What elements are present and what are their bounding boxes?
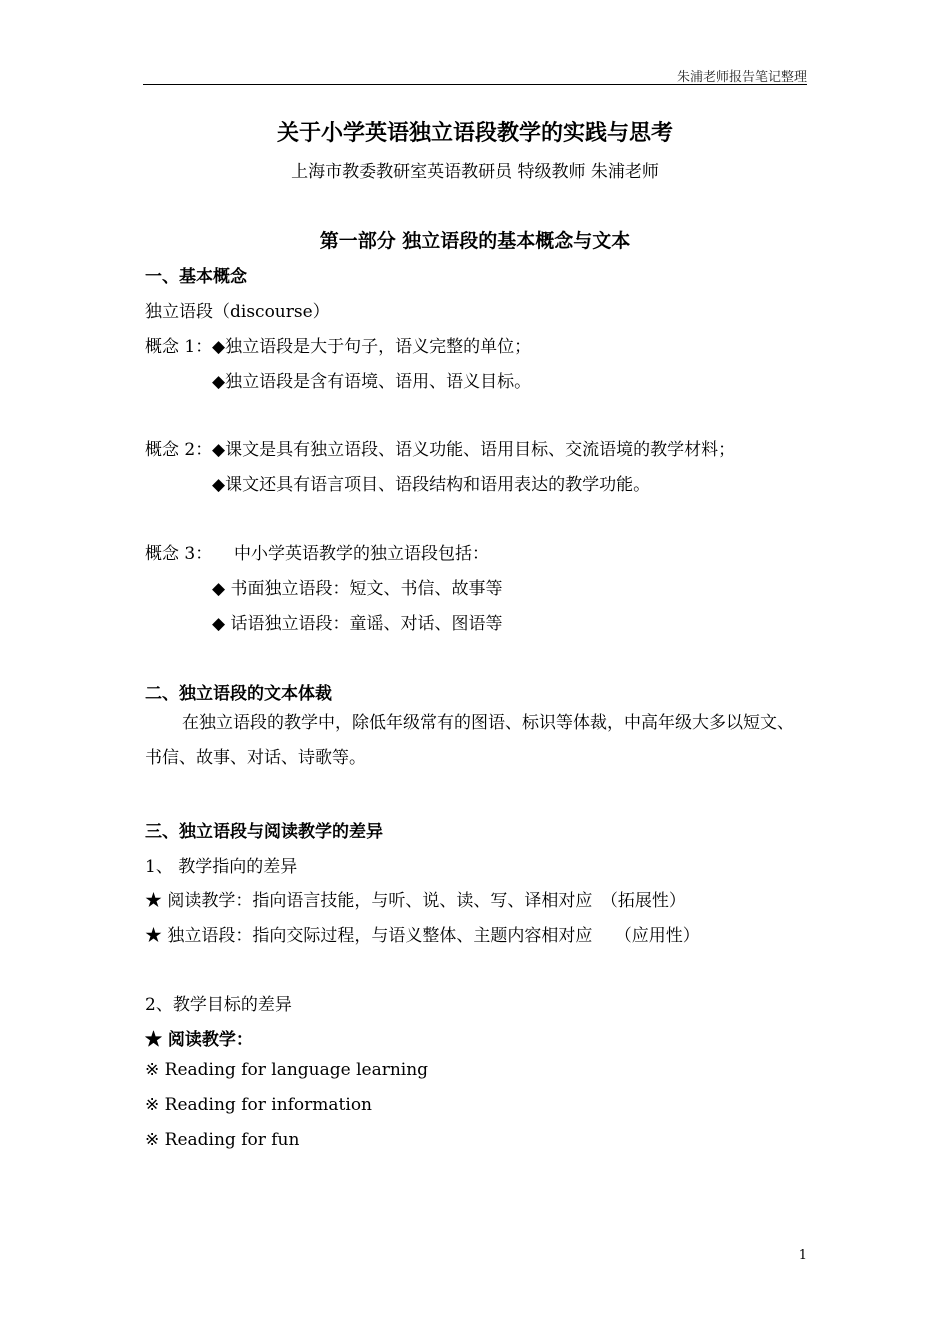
document-subtitle: 上海市教委教研室英语教研员 特级教师 朱浦老师 <box>291 162 659 182</box>
concept3-item: ◆ 话语独立语段：童谣、对话、图语等 <box>212 614 503 634</box>
concept1-item: ◆独立语段是含有语境、语用、语义目标。 <box>212 372 532 392</box>
section1-heading: 一、基本概念 <box>145 267 247 287</box>
concept2-item: ◆课文是具有独立语段、语义功能、语用目标、交流语境的教学材料； <box>212 440 736 460</box>
concept3-label: 概念 3： <box>145 544 213 564</box>
concept3-text: 中小学英语教学的独立语段包括： <box>234 544 489 564</box>
section3-sub1: 1、 教学指向的差异 <box>145 857 298 877</box>
header-rule <box>143 84 807 85</box>
concept1-label: 概念 1： <box>145 337 213 357</box>
page-header: 朱浦老师报告笔记整理 <box>676 70 807 85</box>
section2-paragraph: 在独立语段的教学中，除低年级常有的图语、标识等体裁，中高年级大多以短文、书信、故事、对话、诗歌等。 <box>145 713 794 768</box>
document-title: 关于小学英语独立语段教学的实践与思考 <box>276 120 673 146</box>
section3-heading: 三、独立语段与阅读教学的差异 <box>145 822 383 842</box>
part-heading: 第一部分 独立语段的基本概念与文本 <box>319 230 631 252</box>
concept3-item: ◆ 书面独立语段：短文、书信、故事等 <box>212 579 503 599</box>
concept2-item: ◆课文还具有语言项目、语段结构和语用表达的教学功能。 <box>212 475 651 495</box>
reading-goal-item: ※ Reading for fun <box>145 1130 300 1150</box>
reading-goal-item: ※ Reading for language learning <box>145 1060 429 1080</box>
reading-goal-item: ※ Reading for information <box>145 1095 373 1115</box>
discourse-direction: ★ 独立语段：指向交际过程，与语义整体、主题内容相对应 （应用性） <box>145 926 700 946</box>
page-number: 1 <box>798 1248 807 1263</box>
concept1-item: ◆独立语段是大于句子，语义完整的单位； <box>212 337 532 357</box>
section3-sub2: 2、教学目标的差异 <box>145 995 292 1015</box>
discourse-term: 独立语段（discourse） <box>145 302 330 322</box>
section2-heading: 二、独立语段的文本体裁 <box>145 684 332 704</box>
reading-teaching-goal: ★ 阅读教学： <box>145 1030 253 1050</box>
concept2-label: 概念 2： <box>145 440 213 460</box>
reading-teaching-direction: ★ 阅读教学：指向语言技能，与听、说、读、写、译相对应 （拓展性） <box>145 891 686 911</box>
